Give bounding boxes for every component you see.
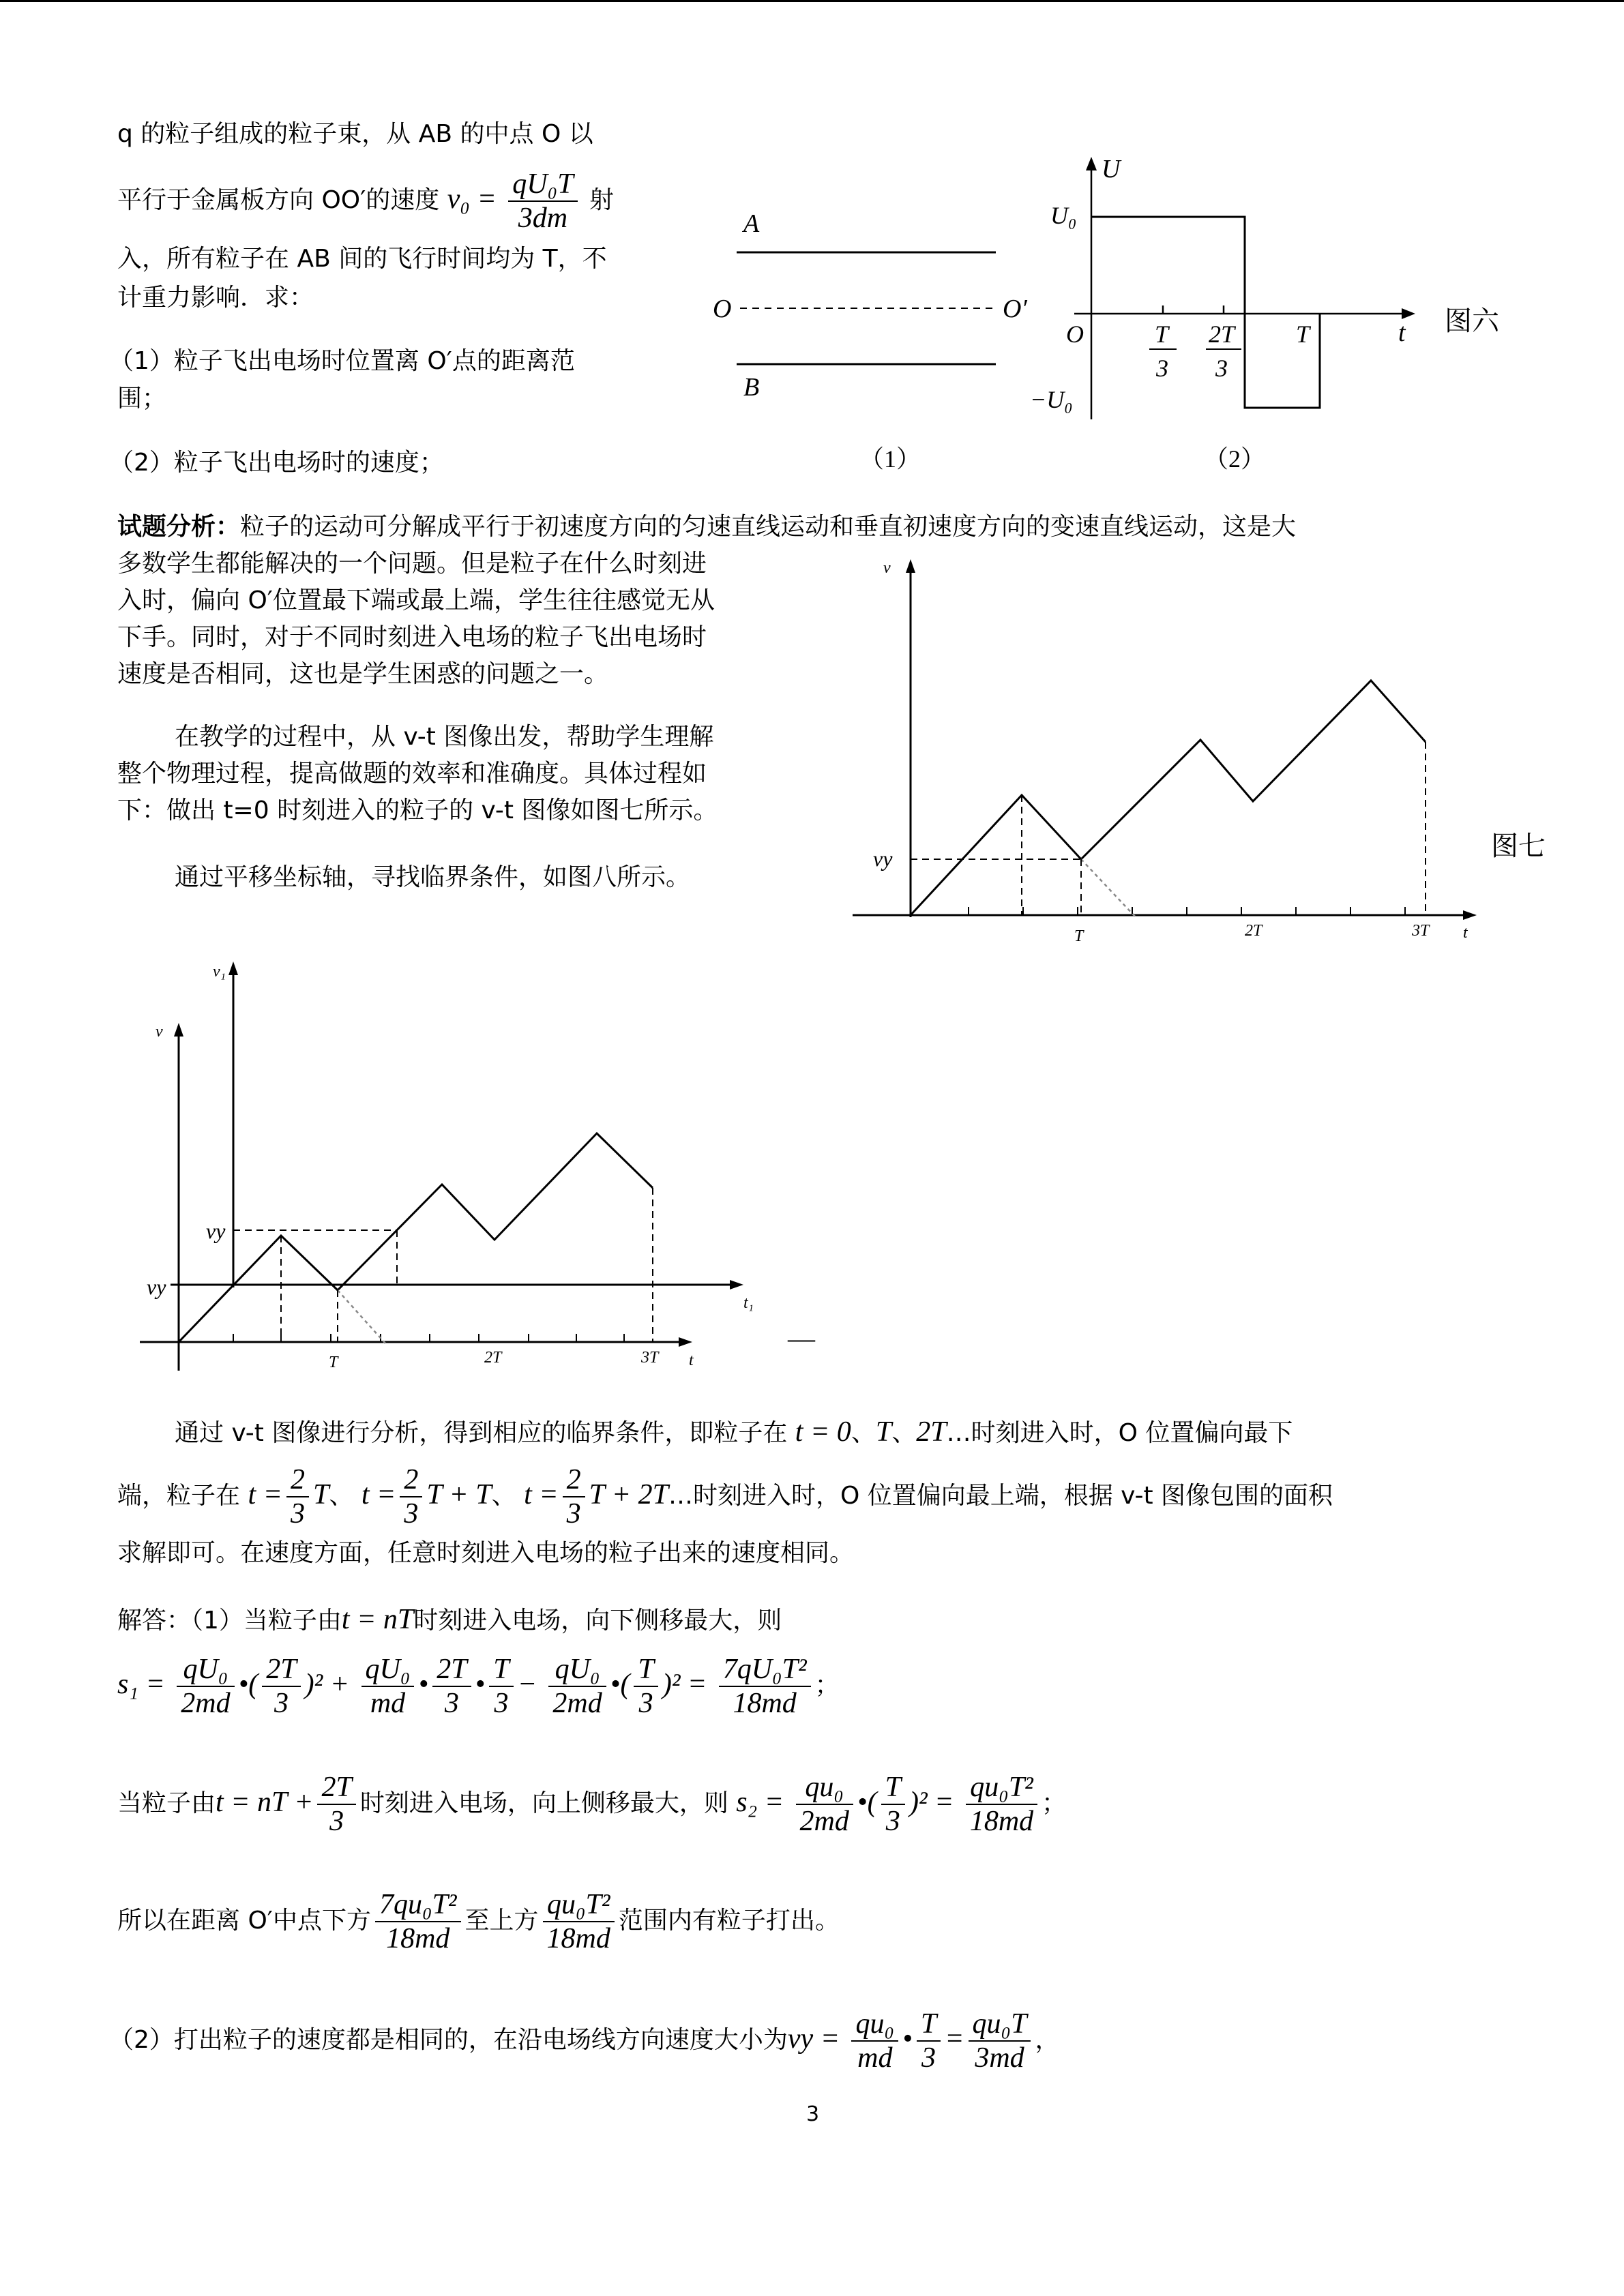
frac3-den: 3 xyxy=(566,1498,581,1530)
analysis-p1-l4: 下手。同时，对于不同时刻进入电场的粒子飞出电场时 xyxy=(117,623,707,651)
question-1a: （1）粒子飞出电场时位置离 O′点的距离范 xyxy=(109,347,575,375)
u-axis-label: U xyxy=(1102,155,1121,183)
v0-fraction xyxy=(508,168,577,235)
range-f2-num: qu₀T² xyxy=(543,1888,615,1922)
equation-s1 xyxy=(117,1647,840,1723)
velocity-f1-den: md xyxy=(857,2042,893,2074)
tick-t3-num: T xyxy=(1155,320,1169,348)
s1-f2-num: 2T xyxy=(262,1653,300,1687)
solution-intro-b: 时刻进入电场，向下侧移最大，则 xyxy=(413,1607,782,1635)
tick-marks xyxy=(233,1334,624,1342)
s1-op5: − xyxy=(517,1669,537,1700)
s1-op3: • xyxy=(418,1669,429,1700)
s1-f6-num: qU₀ xyxy=(548,1653,606,1687)
discussion-l1-m2: T xyxy=(875,1416,892,1448)
velocity-end: ， xyxy=(1035,2026,1060,2054)
s1-frac2 xyxy=(262,1653,300,1720)
velocity-curve xyxy=(911,681,1426,915)
s2-line-frac xyxy=(317,1771,355,1838)
origin-label: O xyxy=(1066,320,1084,348)
velocity-answer xyxy=(109,2001,1060,2078)
s1-op7: )² = xyxy=(662,1669,707,1700)
s2-frac3 xyxy=(966,1771,1037,1838)
tick-label-2t: 2T xyxy=(484,1349,502,1367)
s1-end: ； xyxy=(814,1671,840,1699)
discussion-l2-m3: T + 2T xyxy=(589,1479,668,1510)
discussion-l1-m1: t = 0 xyxy=(795,1416,851,1448)
velocity-f3-den: 3md xyxy=(975,2042,1024,2074)
s2-op1: •( xyxy=(857,1787,877,1818)
s1-f8-den: 18md xyxy=(733,1688,797,1719)
v0-num: qU₀T xyxy=(508,168,577,202)
solution-intro-m: t = nT xyxy=(341,1604,414,1635)
tick-label-t: T xyxy=(329,1354,338,1371)
page-number: 3 xyxy=(806,2102,820,2126)
figure-7-label: 图七 xyxy=(1491,831,1546,862)
velocity-f1-num: qu₀ xyxy=(851,2008,898,2042)
analysis-p3: 通过平移坐标轴，寻找临界条件，如图八所示。 xyxy=(175,863,691,891)
discussion-line-1 xyxy=(175,1415,1293,1450)
frac2-num: 2 xyxy=(400,1463,422,1497)
plate-a-label: A xyxy=(743,209,760,238)
problem-line-4: 计重力影响．求： xyxy=(117,284,314,312)
frac3-num: 2 xyxy=(563,1463,585,1497)
s1-op1: •( xyxy=(238,1669,259,1700)
s1-f5-num: T xyxy=(489,1653,513,1687)
analysis-p1-l2: 多数学生都能解决的一个问题。但是粒子在什么时刻进 xyxy=(117,550,707,578)
continuation-dotted xyxy=(338,1290,385,1343)
solution-intro xyxy=(117,1602,782,1638)
s1-f1-den: 2md xyxy=(181,1688,231,1719)
s2-f3-num: qu₀T² xyxy=(966,1771,1037,1805)
t1-axis-label: t₁ xyxy=(743,1294,754,1312)
range-conclusion xyxy=(117,1883,840,1958)
u0-label: U₀ xyxy=(1050,202,1077,229)
discussion-line-3: 求解即可。在速度方面，任意时刻进入电场的粒子出来的速度相同。 xyxy=(117,1539,855,1567)
v-axis-arrow xyxy=(906,559,915,573)
v-axis-label: v xyxy=(156,1023,163,1041)
range-frac2 xyxy=(543,1888,615,1955)
discussion-l2-frac2 xyxy=(400,1463,422,1530)
discussion-l2-m2: T + T xyxy=(426,1479,492,1510)
discussion-l1-sep1: 、 xyxy=(851,1419,876,1447)
tick-marks xyxy=(969,907,1405,915)
analysis-heading: 试题分析： xyxy=(117,513,241,541)
analysis-p2-l1: 在教学的过程中，从 v-t 图像出发，帮助学生理解 xyxy=(175,723,714,751)
s1-f2-den: 3 xyxy=(274,1688,289,1719)
range-f1-num: 7qu₀T² xyxy=(375,1888,461,1922)
range-frac1 xyxy=(375,1888,461,1955)
tick-label-3t: 3T xyxy=(641,1349,659,1367)
s1-frac1 xyxy=(177,1653,234,1720)
s1-f7-den: 3 xyxy=(638,1688,653,1719)
s2-frac1 xyxy=(796,1771,853,1838)
s2-end: ； xyxy=(1042,1789,1067,1817)
discussion-l1-m3: 2T xyxy=(916,1416,947,1448)
discussion-l2-frac1 xyxy=(286,1463,309,1530)
s2-lhs: s₂ = xyxy=(736,1787,784,1818)
s2-f3-den: 18md xyxy=(969,1806,1034,1837)
discussion-l2-a: 端，粒子在 xyxy=(117,1482,241,1510)
t1-axis-arrow xyxy=(730,1280,743,1289)
velocity-frac2 xyxy=(917,2008,941,2074)
discussion-l2-t2: t = xyxy=(361,1479,396,1510)
velocity-a: （2）打出粒子的速度都是相同的，在沿电场线方向速度大小为 xyxy=(109,2026,788,2054)
tick-label-2t: 2T xyxy=(1245,922,1263,940)
question-1b: 围； xyxy=(117,385,167,413)
s2-f2-num: T xyxy=(881,1771,905,1805)
problem-line-2-pre: 平行于金属板方向 OO′的速度 xyxy=(117,186,440,214)
continuation-dotted xyxy=(1081,859,1136,917)
guide-lines xyxy=(233,1188,653,1342)
v1-axis-arrow xyxy=(228,961,238,975)
s2-frac2 xyxy=(881,1771,905,1838)
s2-line-m: t = nT + xyxy=(216,1787,314,1818)
t-axis-arrow xyxy=(1402,308,1415,319)
velocity-f2-den: 3 xyxy=(921,2042,936,2074)
velocity-f3-num: qu₀T xyxy=(969,2008,1031,2042)
s1-frac8 xyxy=(719,1653,811,1720)
discussion-l2-t3: t = xyxy=(524,1479,559,1510)
guide-lines xyxy=(911,742,1426,915)
s1-frac3 xyxy=(361,1653,415,1720)
v-axis-label: v xyxy=(883,559,891,577)
figure-8 xyxy=(130,955,832,1377)
tick-label-t: T xyxy=(1074,927,1084,945)
discussion-l2-sep-b: 、 xyxy=(491,1482,516,1510)
s1-f4-num: 2T xyxy=(432,1653,471,1687)
s1-f3-den: md xyxy=(370,1688,406,1719)
t-axis-arrow xyxy=(1463,910,1477,920)
discussion-l1-a: 通过 v-t 图像进行分析，得到相应的临界条件，即粒子在 xyxy=(175,1419,788,1447)
velocity-f2-num: T xyxy=(917,2008,941,2042)
s1-op6: •( xyxy=(610,1669,630,1700)
v1-axis-label: v₁ xyxy=(213,963,226,981)
s1-f5-den: 3 xyxy=(494,1688,509,1719)
t-axis-label: t xyxy=(1463,924,1468,942)
mid-left-label: O xyxy=(713,295,732,323)
s2-line-frac-num: 2T xyxy=(317,1771,355,1805)
problem-line-2 xyxy=(117,158,614,241)
velocity-frac1 xyxy=(851,2008,898,2074)
discussion-l2-sep-a: 、 xyxy=(329,1482,354,1510)
analysis-p1-l5: 速度是否相同，这也是学生困惑的问题之一。 xyxy=(117,660,609,688)
s2-line-frac-den: 3 xyxy=(329,1806,344,1837)
discussion-line-2 xyxy=(117,1457,1333,1534)
analysis-p2-l2: 整个物理过程，提高做题的效率和准确度。具体过程如 xyxy=(117,760,707,788)
vy-label: vy xyxy=(873,846,893,871)
s2-f1-den: 2md xyxy=(799,1806,849,1837)
s2-op2: )² = xyxy=(909,1787,954,1818)
t-axis-label: t xyxy=(689,1352,694,1369)
analysis-p2-l3: 下：做出 t=0 时刻进入的粒子的 v-t 图像如图七所示。 xyxy=(117,796,718,824)
tick-t3-den: 3 xyxy=(1156,355,1168,382)
vy-lower-label: vy xyxy=(147,1274,166,1299)
velocity-lhs: vy = xyxy=(787,2023,840,2055)
s1-f1-num: qU₀ xyxy=(177,1653,234,1687)
mid-right-label: O′ xyxy=(1003,295,1027,323)
figure-6 xyxy=(703,150,1535,491)
s1-frac7 xyxy=(634,1653,658,1720)
s1-f4-den: 3 xyxy=(444,1688,459,1719)
voltage-waveform xyxy=(1091,217,1320,408)
s1-frac5 xyxy=(489,1653,513,1720)
discussion-l2-frac3 xyxy=(563,1463,585,1530)
velocity-curve xyxy=(179,1133,653,1342)
trailing-dash: — xyxy=(788,1323,815,1354)
s1-op2: )² + xyxy=(304,1669,350,1700)
s1-f8-num: 7qU₀T² xyxy=(719,1653,811,1687)
tick-2t3-num: 2T xyxy=(1209,320,1235,348)
discussion-l2-t1: t = xyxy=(248,1479,282,1510)
analysis-p1-l3: 入时，偏向 O′位置最下端或最上端，学生往往感觉无从 xyxy=(117,586,715,614)
s2-f1-num: qu₀ xyxy=(796,1771,853,1805)
s2-f2-den: 3 xyxy=(885,1806,900,1837)
s2-line-a: 当粒子由 xyxy=(117,1789,216,1817)
sub-label-1: （1） xyxy=(859,445,921,473)
vy-upper-label: vy xyxy=(206,1219,226,1243)
equation-s2-line xyxy=(117,1765,1066,1841)
question-2: （2）粒子飞出电场时的速度； xyxy=(109,449,444,477)
figure-6-label: 图六 xyxy=(1445,305,1499,337)
analysis-line-1 xyxy=(117,510,1296,544)
velocity-frac3 xyxy=(969,2008,1031,2074)
s1-f6-den: 2md xyxy=(552,1688,602,1719)
s1-frac4 xyxy=(432,1653,471,1720)
frac2-den: 3 xyxy=(404,1498,419,1530)
s1-f3-num: qU₀ xyxy=(361,1653,415,1687)
range-f2-den: 18md xyxy=(546,1923,610,1954)
s2-line-b: 时刻进入电场，向上侧移最大，则 xyxy=(359,1789,728,1817)
tick-2t3-den: 3 xyxy=(1215,355,1228,382)
discussion-l2-b: …时刻进入时，O 位置偏向最上端，根据 v-t 图像包围的面积 xyxy=(668,1482,1333,1510)
t-axis-arrow xyxy=(679,1337,692,1347)
tick-t-label: T xyxy=(1296,320,1310,348)
velocity-op2: = xyxy=(945,2023,964,2055)
range-f1-den: 18md xyxy=(386,1923,450,1954)
neg-u0-label: −U₀ xyxy=(1030,386,1073,413)
range-c: 范围内有粒子打出。 xyxy=(618,1907,840,1935)
velocity-op1: • xyxy=(902,2023,913,2055)
s1-op4: • xyxy=(475,1669,486,1700)
solution-intro-a: 解答：（1）当粒子由 xyxy=(117,1607,342,1635)
s1-frac6 xyxy=(548,1653,606,1720)
u-axis-arrow xyxy=(1086,157,1097,170)
v-axis-arrow xyxy=(174,1023,183,1037)
s1-f7-num: T xyxy=(634,1653,658,1687)
top-border xyxy=(0,0,1624,2)
analysis-p1-l1: 粒子的运动可分解成平行于初速度方向的匀速直线运动和垂直初速度方向的变速直线运动，这是大 xyxy=(240,513,1297,541)
problem-line-2-post: 射 xyxy=(589,186,615,214)
tick-label-3t: 3T xyxy=(1412,922,1430,940)
frac1-num: 2 xyxy=(286,1463,309,1497)
range-a: 所以在距离 O′中点下方 xyxy=(117,1907,371,1935)
v0-den: 3dm xyxy=(518,203,568,234)
discussion-l1-sep2: 、 xyxy=(891,1419,917,1447)
problem-line-1: q 的粒子组成的粒子束，从 AB 的中点 O 以 xyxy=(117,120,593,148)
t-axis-label: t xyxy=(1398,318,1406,347)
figure-7 xyxy=(846,546,1501,955)
problem-line-3: 入，所有粒子在 AB 间的飞行时间均为 T，不 xyxy=(117,245,607,273)
sub-label-2: （2） xyxy=(1204,445,1266,473)
s1-lhs: s₁ = xyxy=(117,1669,165,1700)
range-b: 至上方 xyxy=(464,1907,539,1935)
discussion-l1-b: …时刻进入时，O 位置偏向最下 xyxy=(946,1419,1293,1447)
plate-b-label: B xyxy=(743,373,760,402)
discussion-l2-m1: T xyxy=(312,1479,329,1510)
frac1-den: 3 xyxy=(290,1498,305,1530)
v0-lhs: v₀ = xyxy=(447,183,497,215)
